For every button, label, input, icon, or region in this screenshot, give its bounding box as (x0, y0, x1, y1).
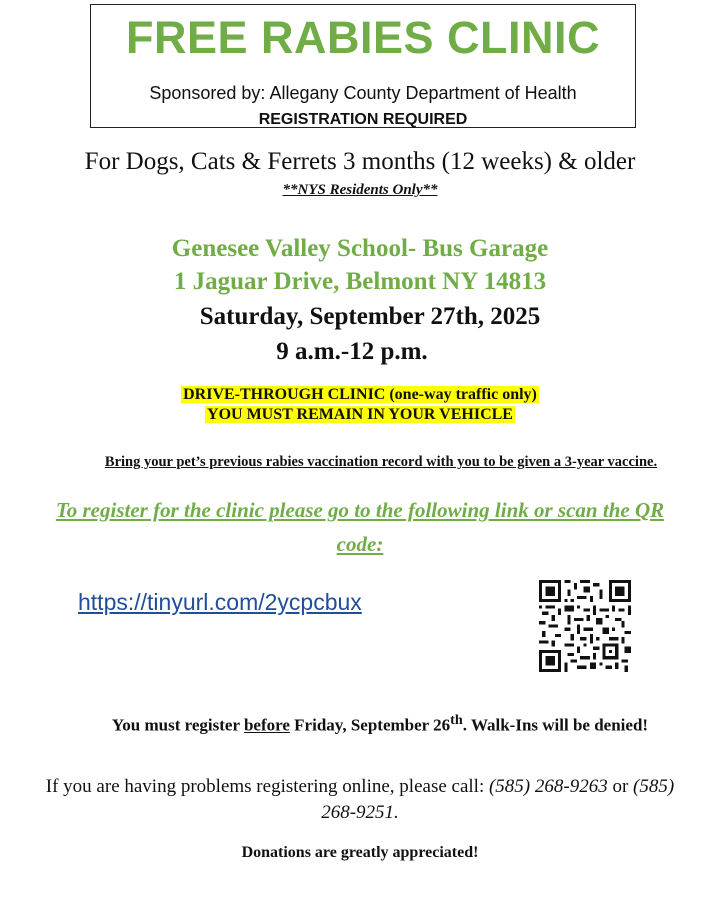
help-text: If you are having problems registering online, please call: (45, 776, 489, 797)
deadline-sup: th (450, 712, 463, 728)
event-time: 9 a.m.-12 p.m. (276, 338, 428, 365)
event-date: Saturday, September 27th, 2025 (199, 303, 541, 330)
deadline-emphasis: before (243, 715, 290, 735)
bring-record-note: Bring your pet’s previous rabies vaccination record with you to be given a 3-year vaccine. (104, 454, 658, 470)
registration-required: REGISTRATION REQUIRED (258, 111, 468, 128)
remain-in-vehicle-line: YOU MUST REMAIN IN YOUR VEHICLE (207, 406, 513, 423)
eligibility-species: For Dogs, Cats & Ferrets 3 months (12 weeks) & older (84, 148, 636, 175)
help-end: . (394, 801, 399, 823)
venue-address: 1 Jaguar Drive, Belmont NY 14813 (173, 268, 547, 295)
header-box (90, 4, 636, 128)
phone-number-1[interactable]: (585) 268-9263 (488, 776, 608, 797)
deadline-date: Friday, September 26 (289, 715, 451, 735)
registration-link[interactable]: https://tinyurl.com/2ycpcbux (78, 589, 362, 615)
help-contact (30, 774, 690, 825)
deadline-prefix: You must register (111, 715, 244, 735)
sponsor-line: Sponsored by: Allegany County Department of Health (149, 83, 577, 103)
drive-through-notice (0, 385, 720, 425)
drive-through-line: DRIVE-THROUGH CLINIC (one-way traffic only) (183, 386, 537, 403)
register-instructions: To register for the clinic please go to the following link or scan the QR code: (55, 498, 665, 556)
residents-only: **NYS Residents Only** (282, 182, 438, 198)
donations-note: Donations are greatly appreciated! (241, 844, 479, 861)
deadline-suffix: . Walk-Ins will be denied! (462, 715, 649, 735)
page-title: FREE RABIES CLINIC (125, 12, 601, 63)
registration-deadline (80, 708, 680, 741)
help-or: or (607, 776, 634, 797)
phone-number-2[interactable]: (585) 268-9251 (321, 776, 675, 823)
venue-name: Genesee Valley School- Bus Garage (171, 235, 549, 262)
qr-code-icon[interactable] (539, 580, 631, 672)
